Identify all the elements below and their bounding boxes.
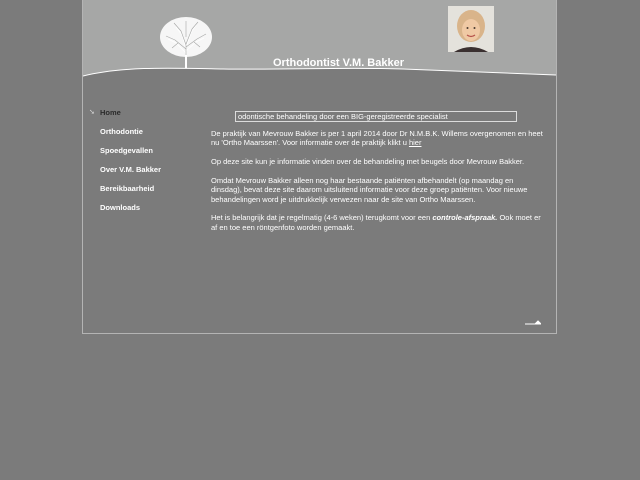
page-frame xyxy=(82,0,557,334)
nav-item-label: Bereikbaarheid xyxy=(100,184,155,193)
nav-item-home[interactable] xyxy=(83,103,203,122)
nav-item-label: Orthodontie xyxy=(100,127,143,136)
nav-item-label: Home xyxy=(100,108,121,117)
main-content xyxy=(211,111,546,241)
tagline-banner: odontische behandeling door een BIG-geregistreerde specialist xyxy=(235,111,517,122)
header-banner xyxy=(83,0,556,78)
nav-item-label: Over V.M. Bakker xyxy=(100,165,162,174)
checkup-emphasis: controle-afspraak. xyxy=(432,213,498,223)
back-to-top-icon[interactable] xyxy=(525,318,541,326)
main-navigation xyxy=(83,103,203,217)
nav-item-over-bakker[interactable] xyxy=(83,160,203,179)
nav-item-downloads[interactable] xyxy=(83,198,203,217)
paragraph-patients: Omdat Mevrouw Bakker alleen nog haar bestaande patiënten afbehandelt (op maandag en dinsdag), bevat deze site daarom uitsluitend informatie voor deze groep patiënten. Voor nieuwe behandelingen word je uitdrukkelijk verwezen naar de site van Ortho Maarssen. xyxy=(211,175,528,204)
paragraph-takeover-text: De praktijk van Mevrouw Bakker is per 1 april 2014 door Dr N.M.B.K. Willems overgenomen en heet nu 'Ortho Maarssen'. Voor informatie over de praktijk klikt u xyxy=(211,129,543,148)
paragraph-checkup-after: Ook moet er af en toe een röntgenfoto worden gemaakt. xyxy=(211,213,541,232)
arrow-right-icon: ➘ xyxy=(89,109,95,116)
site-title: Orthodontist V.M. Bakker xyxy=(273,57,405,69)
paragraph-info: Op deze site kun je informatie vinden over de behandeling met beugels door Mevrouw Bakker. xyxy=(211,157,525,167)
nav-item-orthodontie[interactable] xyxy=(83,122,203,141)
nav-item-label: Spoedgevallen xyxy=(100,146,153,155)
nav-item-bereikbaarheid[interactable] xyxy=(83,179,203,198)
portrait-photo xyxy=(448,6,494,52)
ortho-maarssen-link[interactable]: hier xyxy=(408,138,422,148)
paragraph-checkup xyxy=(211,213,546,232)
paragraph-checkup-before: Het is belangrijk dat je regelmatig (4-6 weken) terugkomt voor een xyxy=(211,213,433,223)
nav-item-label: Downloads xyxy=(100,203,141,212)
nav-item-spoedgevallen[interactable] xyxy=(83,141,203,160)
paragraph-takeover xyxy=(211,129,546,148)
